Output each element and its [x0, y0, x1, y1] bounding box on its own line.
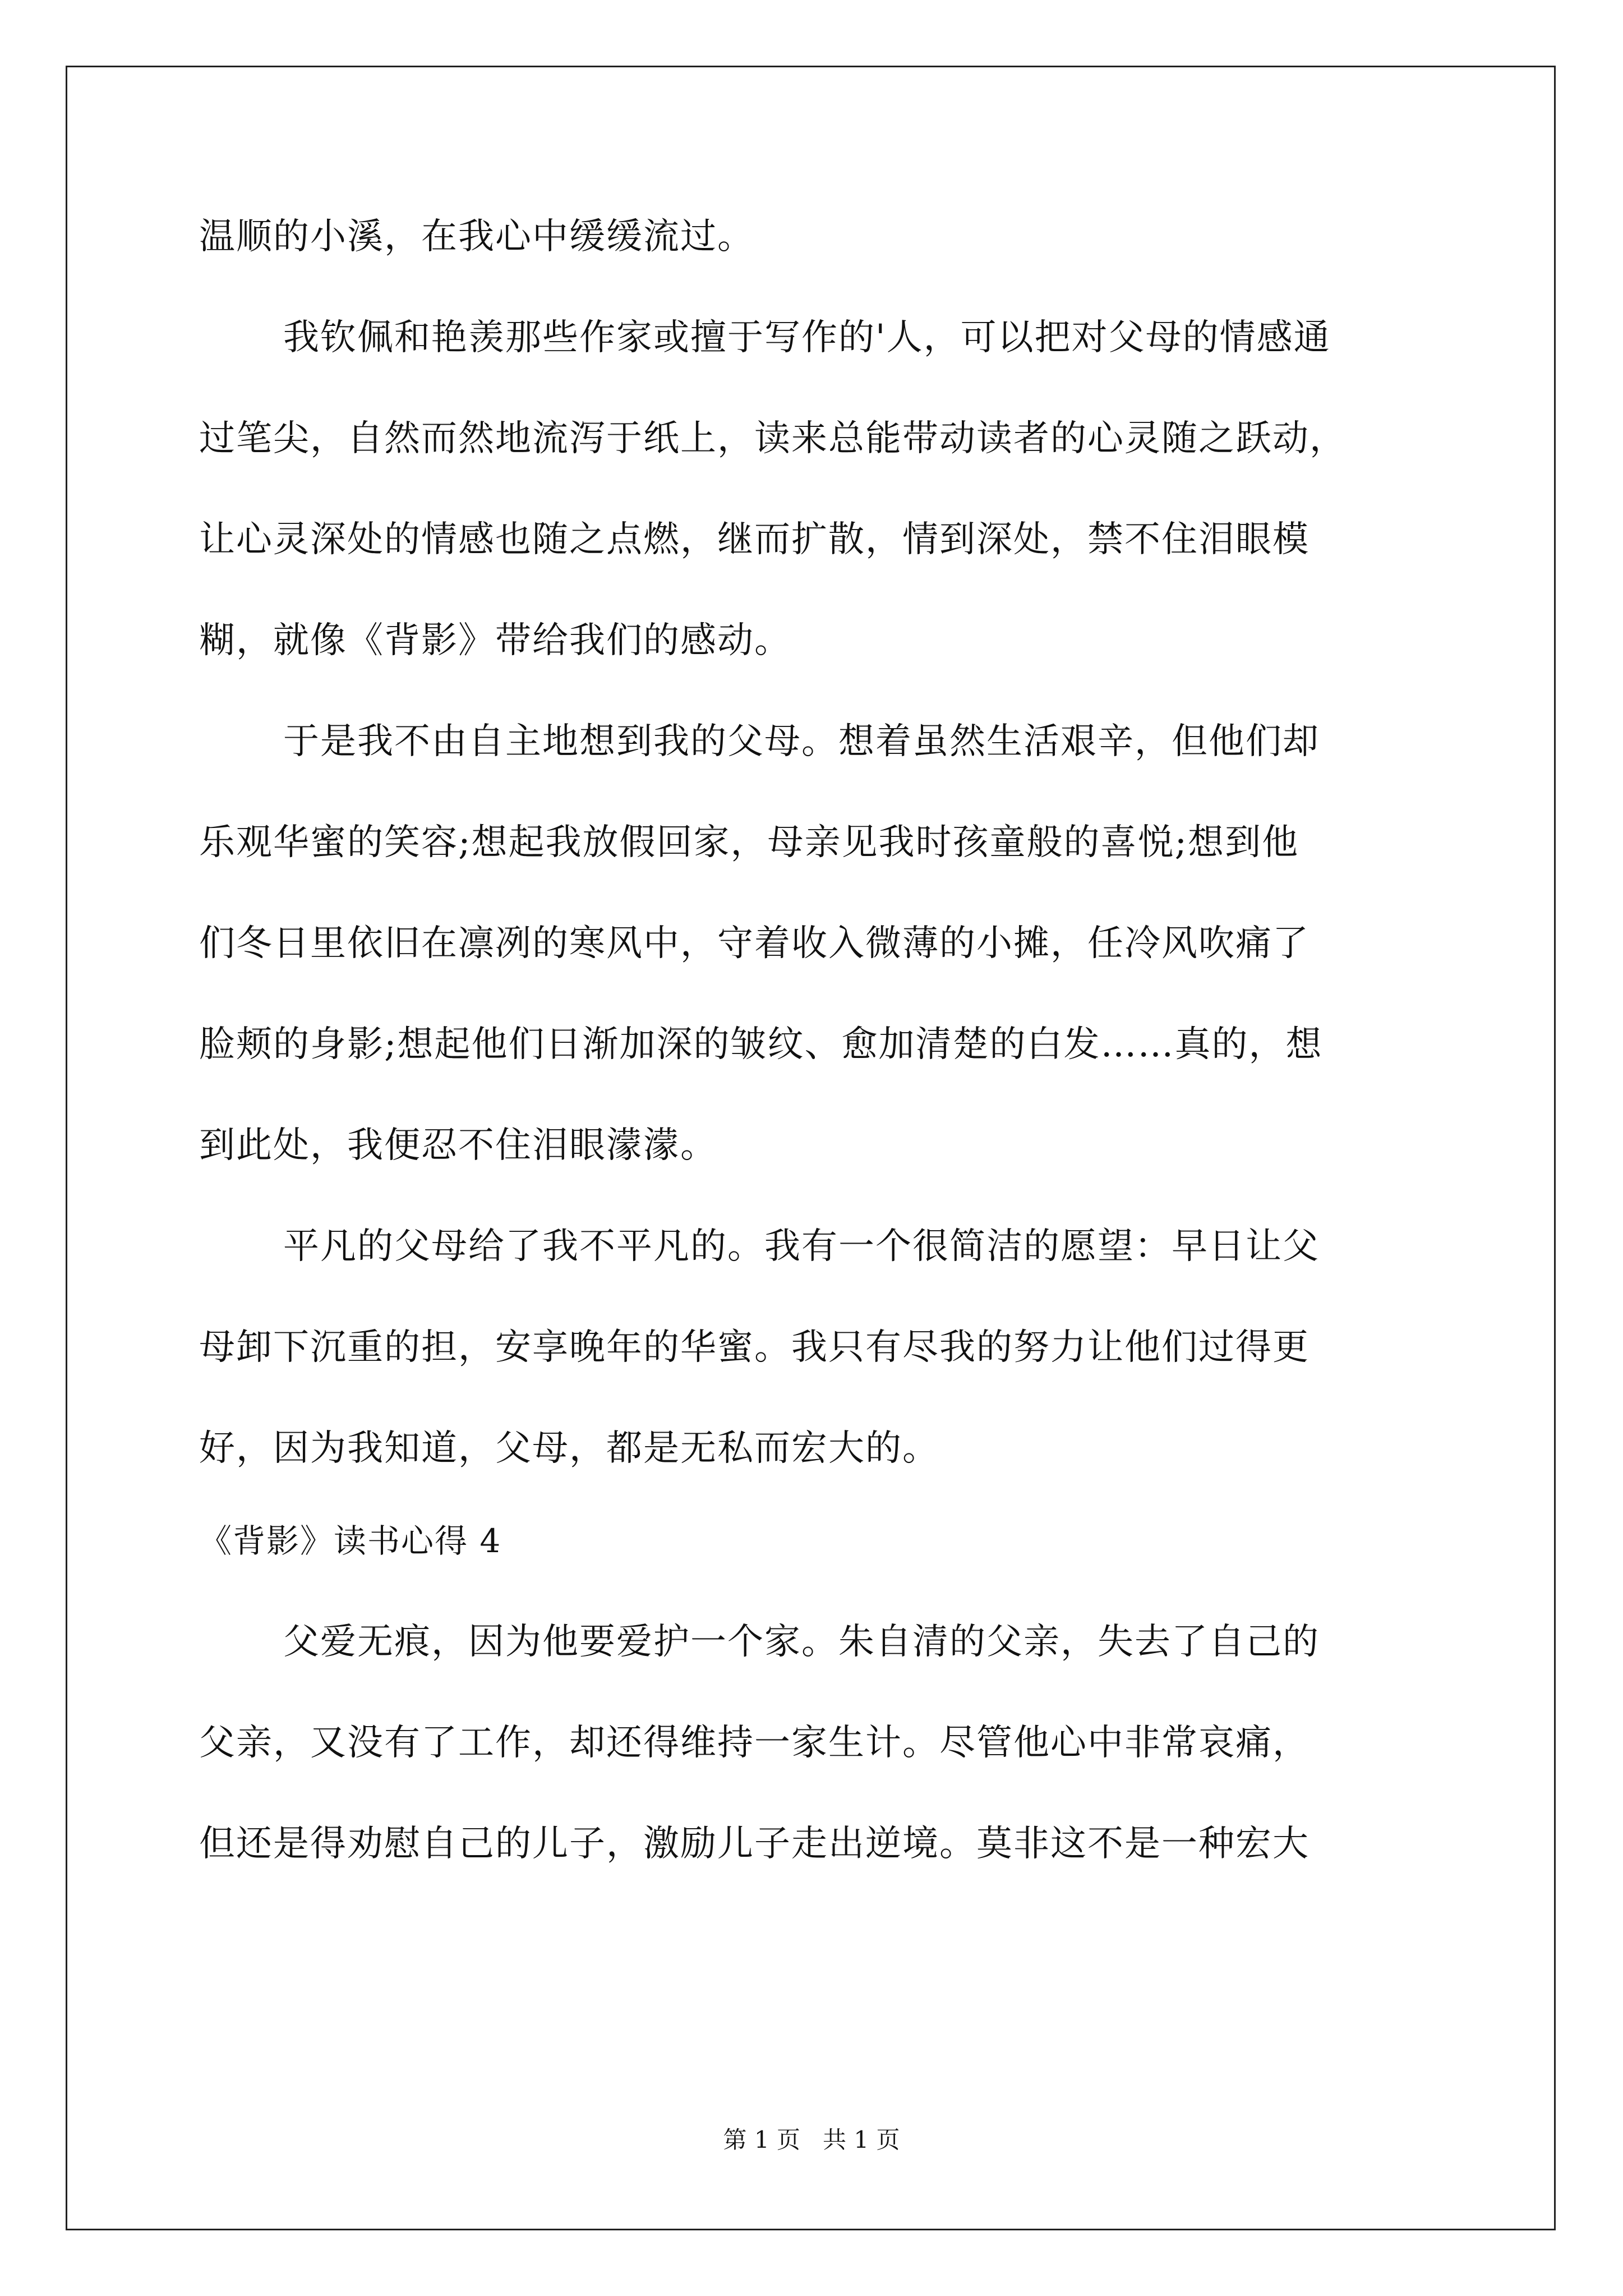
- text-line: 糊，就像《背影》带给我们的感动。: [199, 620, 791, 661]
- section-heading: 《背影》读书心得 4: [199, 1522, 502, 1560]
- text-line: 过笔尖，自然而然地流泻于纸上，读来总能带动读者的心灵随之跃动，: [199, 418, 1347, 459]
- text-line: 乐观华蜜的笑容;想起我放假回家，母亲见我时孩童般的喜悦;想到他: [199, 822, 1299, 863]
- text-line: 于是我不由自主地想到我的父母。想着虽然生活艰辛，但他们却: [283, 721, 1320, 762]
- text-line: 温顺的小溪，在我心中缓缓流过。: [199, 216, 754, 257]
- text-line: 母卸下沉重的担，安享晚年的华蜜。我只有尽我的努力让他们过得更: [199, 1327, 1310, 1368]
- text-line: 好，因为我知道，父母，都是无私而宏大的。: [199, 1428, 939, 1469]
- text-line: 让心灵深处的情感也随之点燃，继而扩散，情到深处，禁不住泪眼模: [199, 519, 1310, 560]
- text-line: 父爱无痕，因为他要爱护一个家。朱自清的父亲，失去了自己的: [283, 1621, 1320, 1663]
- text-line: 们冬日里依旧在凛冽的寒风中，守着收入微薄的小摊，任冷风吹痛了: [199, 923, 1310, 964]
- text-line: 脸颊的身影;想起他们日渐加深的皱纹、愈加清楚的白发……真的，想: [199, 1024, 1323, 1065]
- text-line: 父亲，又没有了工作，却还得维持一家生计。尽管他心中非常哀痛，: [199, 1722, 1310, 1764]
- text-line: 平凡的父母给了我不平凡的。我有一个很简洁的愿望：早日让父: [283, 1226, 1320, 1267]
- text-line: 到此处，我便忍不住泪眼濛濛。: [199, 1125, 717, 1166]
- text-line: 我钦佩和艳羡那些作家或擅于写作的'人，可以把对父母的情感通: [283, 317, 1331, 358]
- page-footer: 第 1 页 共 1 页: [723, 2126, 900, 2154]
- text-line: 但还是得劝慰自己的儿子，激励儿子走出逆境。莫非这不是一种宏大: [199, 1823, 1310, 1865]
